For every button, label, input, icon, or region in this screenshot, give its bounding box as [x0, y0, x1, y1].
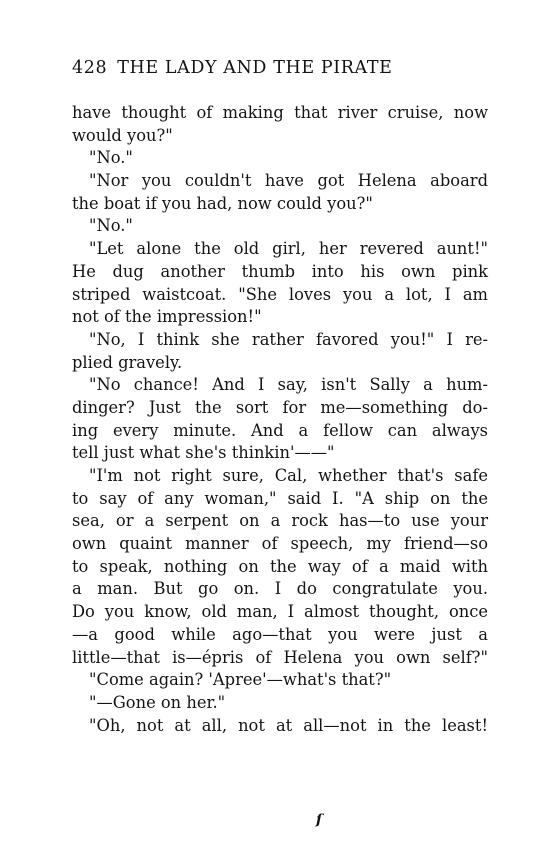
- text-line: striped waistcoat. "She loves you a lot, I am: [72, 284, 488, 304]
- text-line: little—that is—épris of Helena you own self?": [72, 647, 488, 667]
- text-line: Do you know, old man, I almost thought, once: [72, 602, 488, 622]
- text-line: own quaint manner of speech, my friend—so: [72, 534, 488, 554]
- text-line: tell just what she's thinkin'——": [72, 443, 335, 463]
- running-title: THE LADY AND THE PIRATE: [117, 58, 393, 78]
- text-line: to say of any woman," said I. "A ship on the: [72, 488, 488, 508]
- text-line: plied gravely.: [72, 352, 183, 372]
- text-line: "Come again? 'Apree'—what's that?": [89, 670, 392, 690]
- text-line: a man. But go on. I do congratulate you.: [72, 579, 488, 599]
- text-line: to speak, nothing on the way of a maid with: [72, 556, 488, 576]
- text-line: "Let alone the old girl, her revered aunt!": [89, 239, 488, 259]
- text-line: the boat if you had, now could you?": [72, 193, 373, 213]
- running-header: [72, 58, 488, 88]
- text-line: He dug another thumb into his own pink: [72, 261, 488, 281]
- text-line: not of the impression!": [72, 307, 262, 327]
- text-line: "No, I think she rather favored you!" I re-: [89, 329, 488, 349]
- text-line: —a good while ago—that you were just a: [72, 624, 488, 644]
- book-page: [72, 58, 488, 737]
- text-line: "No.": [89, 148, 133, 168]
- text-line: dinger? Just the sort for me—something do-: [72, 397, 488, 417]
- text-line: "I'm not right sure, Cal, whether that's safe: [89, 466, 488, 485]
- page-number: 428: [72, 58, 108, 78]
- text-line: sea, or a serpent on a rock has—to use your: [72, 511, 488, 531]
- text-line: "Oh, not at all, not at all—not in the least!: [89, 715, 488, 735]
- text-line: "No.": [89, 216, 133, 236]
- text-line: "—Gone on her.": [89, 692, 226, 712]
- text-line: would you?": [72, 125, 173, 145]
- body-text: [72, 102, 488, 737]
- text-line: "No chance! And I say, isn't Sally a hum-: [89, 375, 488, 395]
- text-line: "Nor you couldn't have got Helena aboard: [89, 171, 488, 191]
- signature-mark: ſ: [316, 812, 323, 828]
- text-line: have thought of making that river cruise, now: [72, 103, 488, 122]
- text-line: ing every minute. And a fellow can always: [72, 420, 488, 440]
